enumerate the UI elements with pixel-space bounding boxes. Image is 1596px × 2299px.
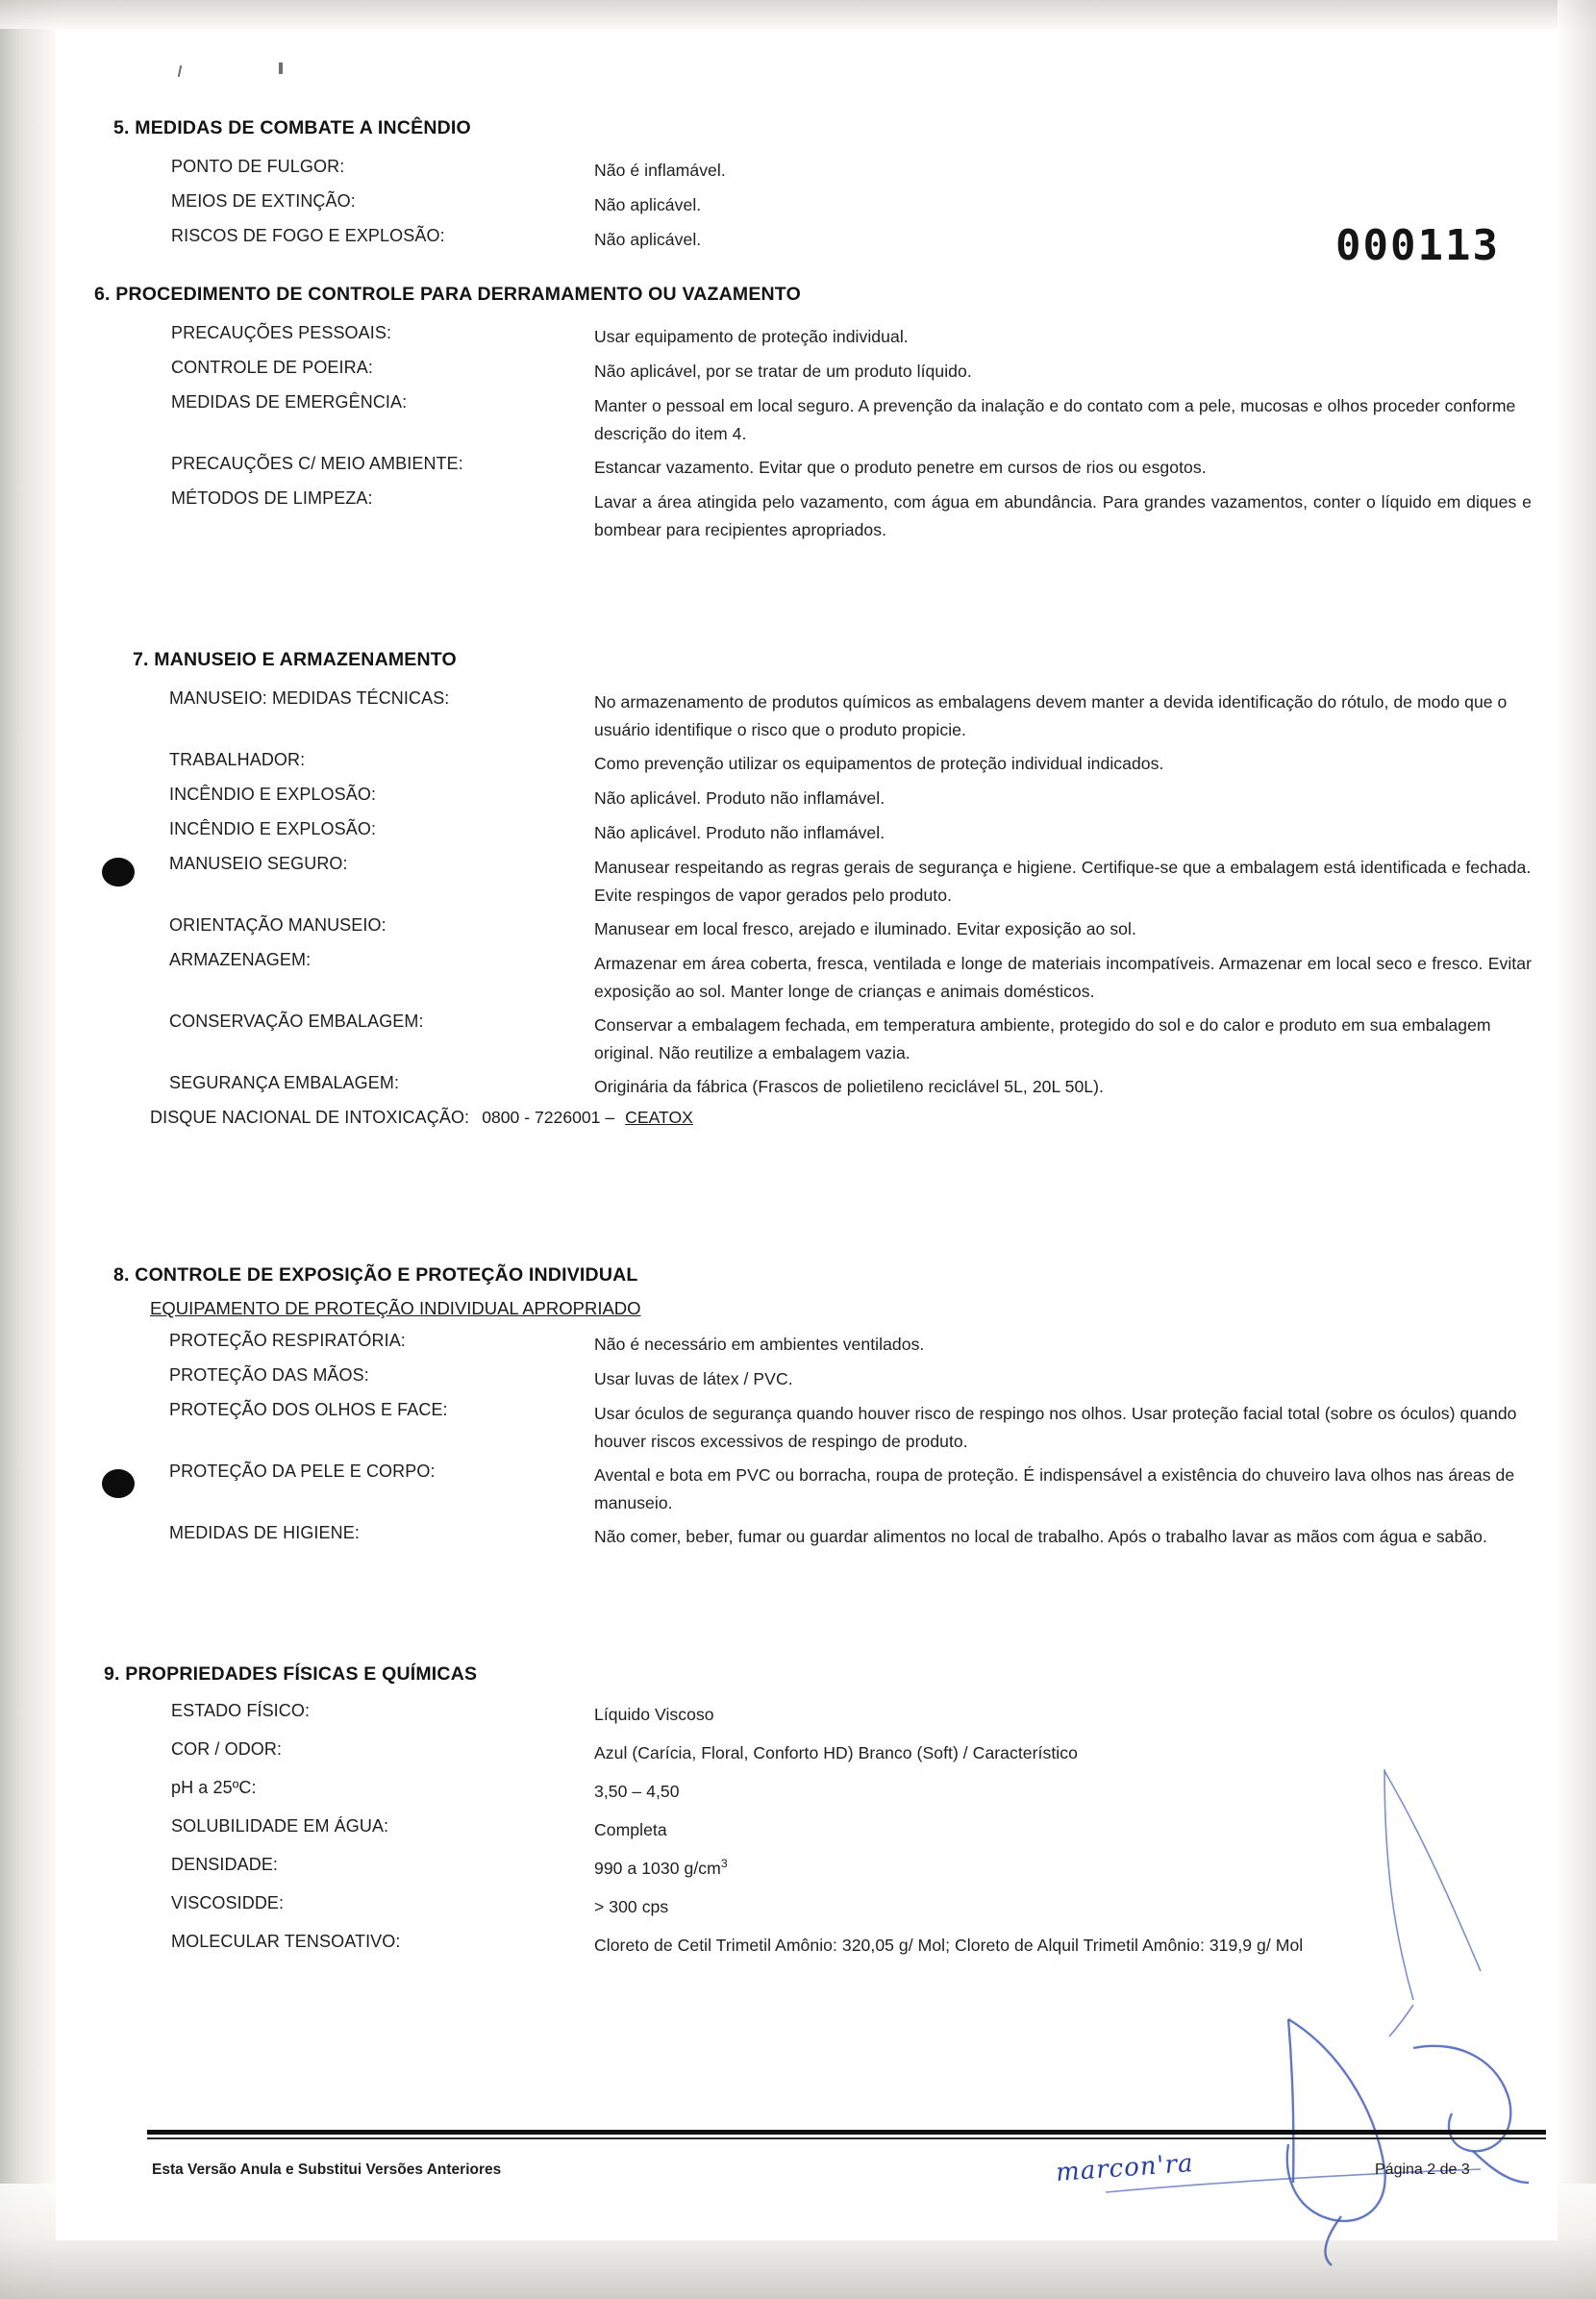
- field-label: DENSIDADE:: [171, 1855, 279, 1874]
- page-number: Página 2 de 3: [1375, 2162, 1470, 2178]
- hole-punch-mark: [102, 858, 135, 887]
- field-label: PROTEÇÃO DA PELE E CORPO:: [169, 1462, 436, 1481]
- field-label: ESTADO FÍSICO:: [171, 1701, 311, 1720]
- field-row: [133, 950, 1596, 1010]
- field-value: Completa: [594, 1820, 667, 1839]
- field-value: Não é inflamável.: [594, 161, 726, 180]
- field-row: [104, 1701, 1596, 1737]
- hotline-row: [133, 1108, 1596, 1140]
- field-value: Não aplicável. Produto não inflamável.: [594, 788, 885, 808]
- field-row: [113, 1523, 1596, 1583]
- field-row: [133, 854, 1596, 913]
- field-row: [94, 323, 1594, 356]
- field-row: [94, 358, 1594, 390]
- field-row: [113, 1331, 1596, 1363]
- field-label: MOLECULAR TENSOATIVO:: [171, 1932, 401, 1951]
- field-value: Manusear em local fresco, arejado e iluminado. Evitar exposição ao sol.: [594, 919, 1136, 938]
- field-label: RISCOS DE FOGO E EXPLOSÃO:: [171, 226, 445, 245]
- field-value: Estancar vazamento. Evitar que o produto penetre em cursos de rios ou esgotos.: [594, 458, 1207, 477]
- field-row: [133, 1012, 1596, 1071]
- field-label: TRABALHADOR:: [169, 750, 306, 769]
- field-value: Usar equipamento de proteção individual.: [594, 327, 909, 346]
- field-value: Não aplicável. Produto não inflamável.: [594, 823, 885, 842]
- hotline-value: 0800 - 7226001 –: [482, 1108, 615, 1127]
- density-exponent: 3: [720, 1857, 728, 1871]
- field-row: [133, 750, 1596, 783]
- field-row: [133, 915, 1596, 948]
- field-row: [113, 1462, 1596, 1521]
- section-8: [113, 1264, 1596, 1585]
- page-stamp-number: 000113: [1335, 221, 1500, 270]
- density-value: 990 a 1030 g/cm: [594, 1859, 721, 1878]
- field-value: Usar luvas de látex / PVC.: [594, 1369, 793, 1388]
- field-label: MEIOS DE EXTINÇÃO:: [171, 191, 356, 211]
- field-value: Usar óculos de segurança quando houver risco de respingo nos olhos. Usar proteção facial total (sobre os óculos) quando houver riscos excessivos de respingo de produto.: [594, 1404, 1517, 1451]
- scan-edge-left: [0, 0, 56, 2299]
- field-value: No armazenamento de produtos químicos as embalagens devem manter a devida identificação do rótulo, de modo que o usuário identifique o risco que o produto propicie.: [594, 692, 1508, 739]
- field-value: Armazenar em área coberta, fresca, ventilada e longe de materiais incompatíveis. Armazenar em local seco e fresco. Evitar exposição ao sol. Manter longe de crianças e animais domésticos.: [594, 954, 1532, 1001]
- section-6: [94, 284, 1594, 550]
- field-label: ORIENTAÇÃO MANUSEIO:: [169, 915, 387, 935]
- field-label: SOLUBILIDADE EM ÁGUA:: [171, 1816, 389, 1836]
- field-row: [94, 392, 1594, 452]
- field-label: pH a 25ºC:: [171, 1778, 257, 1797]
- field-label: MANUSEIO SEGURO:: [169, 854, 348, 873]
- field-label: MANUSEIO: MEDIDAS TÉCNICAS:: [169, 688, 450, 708]
- field-row: [133, 785, 1596, 817]
- field-value: > 300 cps: [594, 1897, 669, 1916]
- field-row: [113, 1365, 1596, 1398]
- section-8-subhead: EQUIPAMENTO DE PROTEÇÃO INDIVIDUAL APROPRIADO: [150, 1298, 641, 1318]
- field-row: [94, 454, 1594, 487]
- field-label: PRECAUÇÕES C/ MEIO AMBIENTE:: [171, 454, 463, 473]
- field-label: COR / ODOR:: [171, 1739, 283, 1759]
- field-value: Não aplicável.: [594, 195, 702, 214]
- field-label: MÉTODOS DE LIMPEZA:: [171, 488, 373, 508]
- field-value: 3,50 – 4,50: [594, 1782, 680, 1801]
- field-label: PRECAUÇÕES PESSOAIS:: [171, 323, 392, 342]
- field-row: [104, 1855, 1596, 1891]
- section-7: [133, 649, 1596, 1140]
- field-row: [113, 157, 1596, 189]
- field-row: [133, 1073, 1596, 1106]
- section-9: [104, 1663, 1596, 1970]
- field-row: [104, 1778, 1596, 1814]
- field-row: [133, 688, 1596, 748]
- footer-divider: [147, 2130, 1546, 2135]
- footer-divider-thin: [147, 2137, 1546, 2139]
- field-label: ARMAZENAGEM:: [169, 950, 312, 969]
- field-row: [104, 1739, 1596, 1776]
- field-value: Não comer, beber, fumar ou guardar alimentos no local de trabalho. Após o trabalho lavar as mãos com água e sabão.: [594, 1527, 1487, 1546]
- field-row: [113, 226, 1596, 259]
- section-9-title: 9. PROPRIEDADES FÍSICAS E QUÍMICAS: [104, 1663, 478, 1685]
- field-row: [94, 488, 1594, 548]
- scan-tick-mark-1: [178, 65, 182, 77]
- field-label: MEDIDAS DE HIGIENE:: [169, 1523, 360, 1542]
- section-8-title: 8. CONTROLE DE EXPOSIÇÃO E PROTEÇÃO INDIVIDUAL: [113, 1264, 638, 1286]
- field-value: Não é necessário em ambientes ventilados.: [594, 1335, 925, 1354]
- field-label: INCÊNDIO E EXPLOSÃO:: [169, 819, 377, 838]
- field-value: [594, 1855, 1532, 1883]
- section-5-title: 5. MEDIDAS DE COMBATE A INCÊNDIO: [113, 117, 471, 138]
- field-value: Não aplicável, por se tratar de um produto líquido.: [594, 362, 972, 381]
- field-row: [113, 191, 1596, 224]
- field-label: PROTEÇÃO RESPIRATÓRIA:: [169, 1331, 406, 1350]
- field-value: Originária da fábrica (Frascos de polietileno reciclável 5L, 20L 50L).: [594, 1077, 1104, 1096]
- scan-tick-mark-2: [279, 62, 283, 74]
- field-value: Azul (Carícia, Floral, Conforto HD) Branco (Soft) / Característico: [594, 1743, 1078, 1762]
- section-6-title: 6. PROCEDIMENTO DE CONTROLE PARA DERRAMAMENTO OU VAZAMENTO: [94, 284, 801, 305]
- field-row: [104, 1816, 1596, 1853]
- field-value: Lavar a área atingida pelo vazamento, com água em abundância. Para grandes vazamentos, conter o líquido em diques e bombear para recipientes apropriados.: [594, 492, 1532, 539]
- field-row: [113, 1400, 1596, 1460]
- field-value: Como prevenção utilizar os equipamentos de proteção individual indicados.: [594, 754, 1164, 773]
- section-5: [113, 117, 1596, 261]
- field-row: [104, 1932, 1596, 1968]
- field-label: SEGURANÇA EMBALAGEM:: [169, 1073, 400, 1092]
- section-7-title: 7. MANUSEIO E ARMAZENAMENTO: [133, 649, 457, 670]
- handwritten-signature: marcon'ra: [1055, 2149, 1195, 2187]
- field-value: Avental e bota em PVC ou borracha, roupa de proteção. É indispensável a existência do chuveiro lava olhos nas áreas de manuseio.: [594, 1465, 1515, 1512]
- field-value: Cloreto de Cetil Trimetil Amônio: 320,05 g/ Mol; Cloreto de Alquil Trimetil Amônio: 319,9 g/ Mol: [594, 1936, 1304, 1955]
- field-value: Não aplicável.: [594, 230, 702, 249]
- field-value: Líquido Viscoso: [594, 1705, 714, 1724]
- field-row: [133, 819, 1596, 852]
- field-value: Manter o pessoal em local seguro. A prevenção da inalação e do contato com a pele, mucosas e olhos proceder conforme descrição do item 4.: [594, 396, 1516, 443]
- document-sheet: [56, 29, 1558, 2240]
- field-label: INCÊNDIO E EXPLOSÃO:: [169, 785, 377, 804]
- field-value: Manusear respeitando as regras gerais de segurança e higiene. Certifique-se que a embalagem está identificada e fechada. Evite respingos de vapor gerados pelo produto.: [594, 858, 1532, 905]
- field-label: PROTEÇÃO DOS OLHOS E FACE:: [169, 1400, 448, 1419]
- footer-note: Esta Versão Anula e Substitui Versões Anteriores: [152, 2162, 502, 2178]
- field-row: [104, 1893, 1596, 1930]
- field-label: VISCOSIDDE:: [171, 1893, 285, 1912]
- ceatox-link[interactable]: CEATOX: [625, 1108, 693, 1127]
- field-label: PROTEÇÃO DAS MÃOS:: [169, 1365, 369, 1385]
- scan-edge-top: [0, 0, 1596, 29]
- field-label: PONTO DE FULGOR:: [171, 157, 345, 176]
- field-value: Conservar a embalagem fechada, em temperatura ambiente, protegido do sol e do calor e produto em sua embalagem original. Não reutilize a embalagem vazia.: [594, 1015, 1491, 1062]
- field-label: CONSERVAÇÃO EMBALAGEM:: [169, 1012, 424, 1031]
- hotline-label: DISQUE NACIONAL DE INTOXICAÇÃO:: [150, 1108, 470, 1127]
- field-label: CONTROLE DE POEIRA:: [171, 358, 373, 377]
- field-label: MEDIDAS DE EMERGÊNCIA:: [171, 392, 408, 412]
